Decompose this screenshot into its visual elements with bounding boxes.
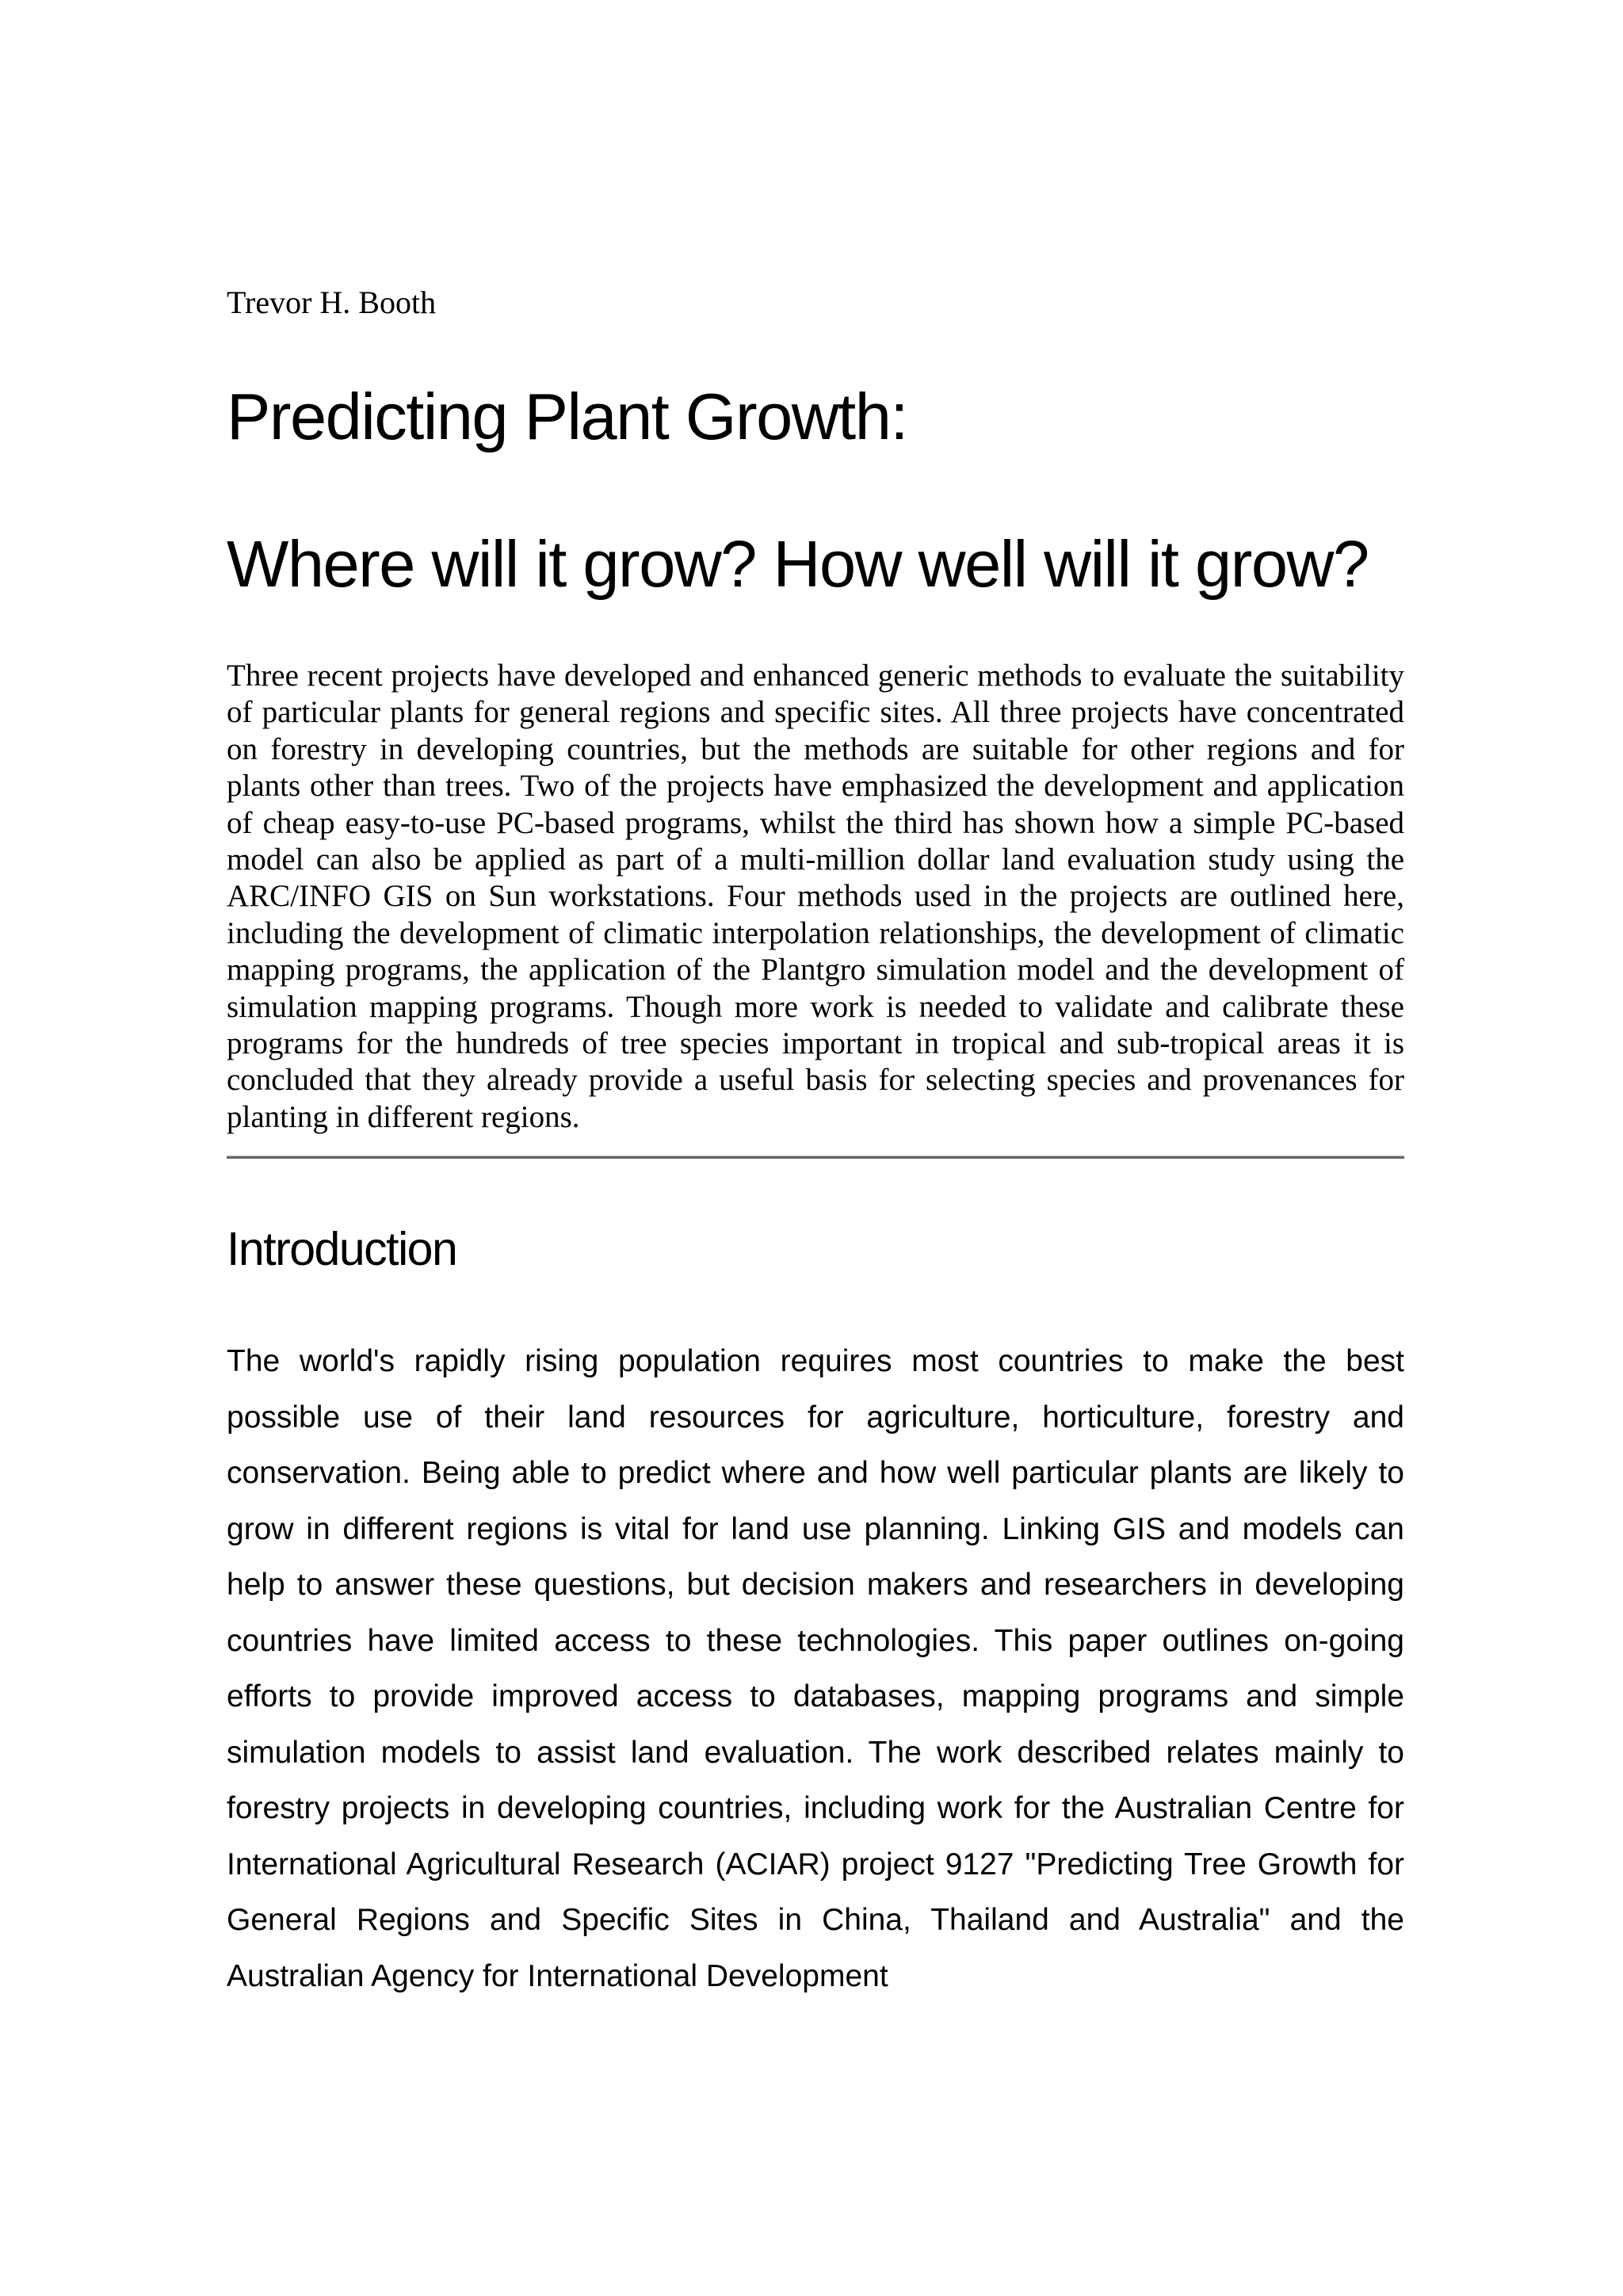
section-heading-introduction: Introduction xyxy=(227,1223,457,1275)
abstract-divider xyxy=(227,1156,1404,1159)
title-line-1: Predicting Plant Growth: xyxy=(227,380,907,453)
author-name: Trevor H. Booth xyxy=(227,285,437,320)
introduction-paragraph: The world's rapidly rising population requires most countries to make the best possible use of their land resources for agriculture, horticulture, forestry and conservation. Being able to predict where and how well particular plants are likely to grow in different regions is vital for land use planning. Linking GIS and models can help to answer these questions, but decision makers and researchers in developing countries have limited access to these technologies. This paper outlines on-going efforts to provide improved access to databases, mapping programs and simple simulation models to assist land evaluation. The work described relates mainly to forestry projects in developing countries, including work for the Australian Centre for International Agricultural Research (ACIAR) project 9127 "Predicting Tree Growth for General Regions and Specific Sites in China, Thailand and Australia" and the Australian Agency for International Development xyxy=(227,1344,1404,1993)
title-line-2: Where will it grow? How well will it grow? xyxy=(227,527,1369,601)
abstract-paragraph: Three recent projects have developed and enhanced generic methods to evaluate the suitability of particular plants for general regions and specific sites. All three projects have concentrated on forestry in developing countries, but the methods are suitable for other regions and for plants other than trees. Two of the projects have emphasized the development and application of cheap easy-to-use PC-based programs, whilst the third has shown how a simple PC-based model can also be applied as part of a multi-million dollar land evaluation study using the ARC/INFO GIS on Sun workstations. Four methods used in the projects are outlined here, including the development of climatic interpolation relationships, the development of climatic mapping programs, the application of the Plantgro simulation model and the development of simulation mapping programs. Though more work is needed to validate and calibrate these programs for the hundreds of tree species important in tropical and sub-tropical areas it is concluded that they already provide a useful basis for selecting species and provenances for planting in different regions. xyxy=(227,659,1404,1134)
